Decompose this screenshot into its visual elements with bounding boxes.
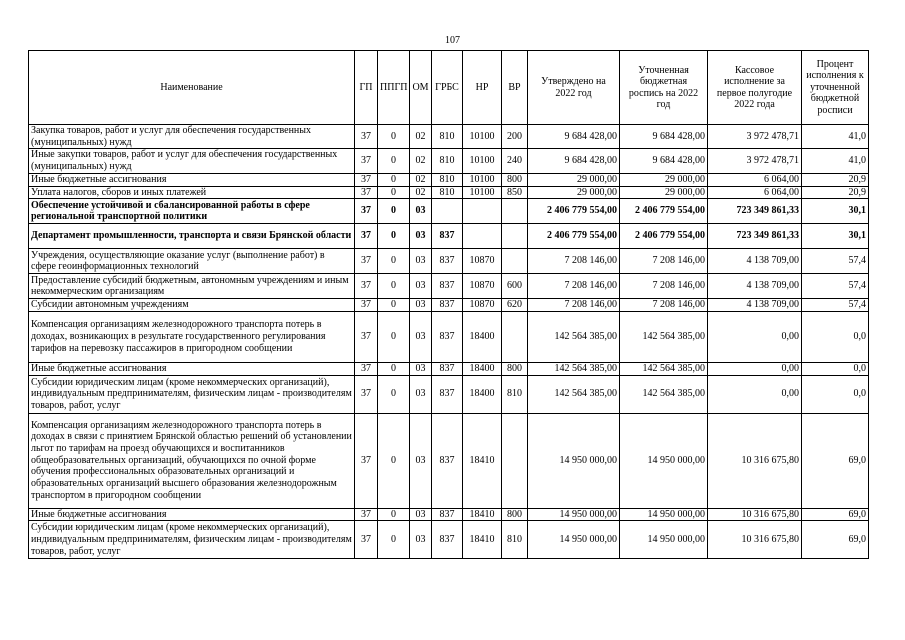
row-gp-cell: 37	[355, 362, 378, 375]
row-om-cell: 02	[410, 186, 432, 199]
row-grbs-cell: 837	[432, 508, 463, 521]
row-name-cell: Субсидии юридическим лицам (кроме некоммерческих организаций), индивидуальным предпринимателям, физическим лицам - производителям товаров, работ, услуг	[29, 375, 355, 413]
header-np: НР	[463, 51, 502, 125]
row-approved-cell: 7 208 146,00	[528, 249, 620, 274]
header-approved: Утверждено на 2022 год	[528, 51, 620, 125]
row-gp-cell: 37	[355, 508, 378, 521]
row-vr-cell	[502, 199, 528, 224]
row-om-cell: 03	[410, 311, 432, 362]
header-percent: Процент исполнения к уточненной бюджетной росписи	[802, 51, 869, 125]
row-ppgp-cell: 0	[378, 311, 410, 362]
row-refined-cell: 9 684 428,00	[620, 149, 708, 173]
row-approved-cell: 9 684 428,00	[528, 125, 620, 149]
table-row	[29, 173, 869, 186]
row-om-cell: 02	[410, 173, 432, 186]
row-np-cell	[463, 224, 502, 249]
table-row	[29, 224, 869, 249]
row-gp-cell: 37	[355, 149, 378, 173]
header-om: ОМ	[410, 51, 432, 125]
row-ppgp-cell: 0	[378, 249, 410, 274]
row-cash-cell: 4 138 709,00	[708, 249, 802, 274]
row-gp-cell: 37	[355, 521, 378, 559]
row-grbs-cell: 837	[432, 224, 463, 249]
row-vr-cell: 600	[502, 274, 528, 299]
row-cash-cell: 0,00	[708, 362, 802, 375]
table-row	[29, 311, 869, 362]
row-percent-cell: 0,0	[802, 311, 869, 362]
row-name-cell: Департамент промышленности, транспорта и связи Брянской области	[29, 224, 355, 249]
row-ppgp-cell: 0	[378, 375, 410, 413]
row-name-cell: Компенсация организациям железнодорожного транспорта потерь в доходах в связи с принятием Брянской областью решений об установлении льгот по тарифам на проезд обучающихся и воспитанников общеобразовательных организаций, обучающихся по очной форме обучения профессиональных образовательных организаций и образовательных организаций высшего образования железнодорожным транспортом в пригородном сообщении	[29, 413, 355, 508]
row-np-cell: 10100	[463, 173, 502, 186]
table-row	[29, 125, 869, 149]
budget-execution-table	[28, 50, 869, 559]
row-vr-cell: 800	[502, 173, 528, 186]
header-grbs: ГРБС	[432, 51, 463, 125]
row-refined-cell: 2 406 779 554,00	[620, 224, 708, 249]
row-np-cell: 10870	[463, 274, 502, 299]
row-approved-cell: 14 950 000,00	[528, 508, 620, 521]
row-cash-cell: 0,00	[708, 375, 802, 413]
header-cash: Кассовое исполнение за первое полугодие 2022 года	[708, 51, 802, 125]
row-gp-cell: 37	[355, 125, 378, 149]
row-name-cell: Уплата налогов, сборов и иных платежей	[29, 186, 355, 199]
table-row	[29, 375, 869, 413]
row-ppgp-cell: 0	[378, 186, 410, 199]
row-percent-cell: 69,0	[802, 508, 869, 521]
row-refined-cell: 2 406 779 554,00	[620, 199, 708, 224]
row-np-cell: 10870	[463, 299, 502, 312]
table-row	[29, 249, 869, 274]
row-np-cell: 18400	[463, 362, 502, 375]
row-vr-cell	[502, 249, 528, 274]
row-om-cell: 03	[410, 521, 432, 559]
row-grbs-cell: 810	[432, 149, 463, 173]
row-approved-cell: 142 564 385,00	[528, 375, 620, 413]
row-approved-cell: 7 208 146,00	[528, 274, 620, 299]
row-ppgp-cell: 0	[378, 362, 410, 375]
row-vr-cell: 800	[502, 508, 528, 521]
row-approved-cell: 2 406 779 554,00	[528, 199, 620, 224]
table-header-row	[29, 51, 869, 125]
row-np-cell: 18400	[463, 311, 502, 362]
row-ppgp-cell: 0	[378, 274, 410, 299]
row-cash-cell: 0,00	[708, 311, 802, 362]
row-ppgp-cell: 0	[378, 413, 410, 508]
row-gp-cell: 37	[355, 311, 378, 362]
row-cash-cell: 723 349 861,33	[708, 224, 802, 249]
table-row	[29, 186, 869, 199]
table-row	[29, 274, 869, 299]
row-gp-cell: 37	[355, 299, 378, 312]
row-gp-cell: 37	[355, 413, 378, 508]
row-vr-cell	[502, 413, 528, 508]
row-np-cell: 10100	[463, 186, 502, 199]
row-vr-cell: 810	[502, 521, 528, 559]
row-refined-cell: 7 208 146,00	[620, 274, 708, 299]
row-np-cell: 10100	[463, 125, 502, 149]
row-grbs-cell: 837	[432, 413, 463, 508]
row-grbs-cell: 837	[432, 249, 463, 274]
table-row	[29, 508, 869, 521]
row-om-cell: 03	[410, 299, 432, 312]
row-refined-cell: 29 000,00	[620, 173, 708, 186]
row-om-cell: 03	[410, 274, 432, 299]
row-name-cell: Иные закупки товаров, работ и услуг для обеспечения государственных (муниципальных) нужд	[29, 149, 355, 173]
row-np-cell	[463, 199, 502, 224]
row-cash-cell: 6 064,00	[708, 186, 802, 199]
header-name: Наименование	[29, 51, 355, 125]
row-gp-cell: 37	[355, 186, 378, 199]
row-percent-cell: 57,4	[802, 299, 869, 312]
row-vr-cell: 240	[502, 149, 528, 173]
row-ppgp-cell: 0	[378, 508, 410, 521]
row-grbs-cell: 837	[432, 311, 463, 362]
row-om-cell: 03	[410, 199, 432, 224]
row-refined-cell: 14 950 000,00	[620, 521, 708, 559]
row-name-cell: Иные бюджетные ассигнования	[29, 362, 355, 375]
row-vr-cell: 200	[502, 125, 528, 149]
row-vr-cell: 810	[502, 375, 528, 413]
row-cash-cell: 3 972 478,71	[708, 149, 802, 173]
row-grbs-cell: 810	[432, 186, 463, 199]
table-row	[29, 362, 869, 375]
row-vr-cell: 850	[502, 186, 528, 199]
row-gp-cell: 37	[355, 199, 378, 224]
row-name-cell: Субсидии юридическим лицам (кроме некоммерческих организаций), индивидуальным предпринимателям, физическим лицам - производителям товаров, работ, услуг	[29, 521, 355, 559]
table-body	[29, 125, 869, 559]
row-percent-cell: 20,9	[802, 173, 869, 186]
row-vr-cell	[502, 224, 528, 249]
row-percent-cell: 41,0	[802, 125, 869, 149]
row-approved-cell: 29 000,00	[528, 186, 620, 199]
row-percent-cell: 69,0	[802, 521, 869, 559]
row-np-cell: 18410	[463, 508, 502, 521]
row-approved-cell: 2 406 779 554,00	[528, 224, 620, 249]
row-cash-cell: 723 349 861,33	[708, 199, 802, 224]
row-vr-cell	[502, 311, 528, 362]
table-row	[29, 413, 869, 508]
row-percent-cell: 41,0	[802, 149, 869, 173]
row-om-cell: 03	[410, 362, 432, 375]
row-ppgp-cell: 0	[378, 173, 410, 186]
row-name-cell: Иные бюджетные ассигнования	[29, 173, 355, 186]
row-approved-cell: 142 564 385,00	[528, 311, 620, 362]
row-np-cell: 18410	[463, 521, 502, 559]
row-gp-cell: 37	[355, 224, 378, 249]
row-grbs-cell: 837	[432, 274, 463, 299]
row-vr-cell: 620	[502, 299, 528, 312]
row-refined-cell: 7 208 146,00	[620, 299, 708, 312]
row-ppgp-cell: 0	[378, 299, 410, 312]
row-grbs-cell: 810	[432, 173, 463, 186]
row-percent-cell: 20,9	[802, 186, 869, 199]
row-om-cell: 03	[410, 249, 432, 274]
row-refined-cell: 14 950 000,00	[620, 508, 708, 521]
row-gp-cell: 37	[355, 375, 378, 413]
header-ppgp: ППГП	[378, 51, 410, 125]
row-gp-cell: 37	[355, 249, 378, 274]
table-row	[29, 299, 869, 312]
row-np-cell: 18410	[463, 413, 502, 508]
row-approved-cell: 29 000,00	[528, 173, 620, 186]
row-np-cell: 10870	[463, 249, 502, 274]
row-om-cell: 03	[410, 413, 432, 508]
row-percent-cell: 0,0	[802, 375, 869, 413]
row-grbs-cell	[432, 199, 463, 224]
row-percent-cell: 30,1	[802, 224, 869, 249]
row-name-cell: Иные бюджетные ассигнования	[29, 508, 355, 521]
row-cash-cell: 6 064,00	[708, 173, 802, 186]
row-ppgp-cell: 0	[378, 521, 410, 559]
row-ppgp-cell: 0	[378, 149, 410, 173]
row-om-cell: 03	[410, 508, 432, 521]
row-approved-cell: 14 950 000,00	[528, 413, 620, 508]
row-vr-cell: 800	[502, 362, 528, 375]
row-refined-cell: 7 208 146,00	[620, 249, 708, 274]
row-cash-cell: 10 316 675,80	[708, 521, 802, 559]
row-ppgp-cell: 0	[378, 224, 410, 249]
table-row	[29, 521, 869, 559]
row-percent-cell: 30,1	[802, 199, 869, 224]
row-approved-cell: 14 950 000,00	[528, 521, 620, 559]
row-cash-cell: 10 316 675,80	[708, 413, 802, 508]
table-row	[29, 199, 869, 224]
page-number: 107	[445, 35, 460, 46]
row-om-cell: 03	[410, 375, 432, 413]
row-cash-cell: 3 972 478,71	[708, 125, 802, 149]
row-percent-cell: 57,4	[802, 249, 869, 274]
row-percent-cell: 0,0	[802, 362, 869, 375]
row-name-cell: Закупка товаров, работ и услуг для обеспечения государственных (муниципальных) нужд	[29, 125, 355, 149]
row-name-cell: Компенсация организациям железнодорожного транспорта потерь в доходах, возникающих в результате государственного регулирования тарифов на перевозку пассажиров в пригородном сообщении	[29, 311, 355, 362]
header-vr: ВР	[502, 51, 528, 125]
row-cash-cell: 4 138 709,00	[708, 274, 802, 299]
row-np-cell: 10100	[463, 149, 502, 173]
row-ppgp-cell: 0	[378, 125, 410, 149]
row-approved-cell: 7 208 146,00	[528, 299, 620, 312]
row-refined-cell: 142 564 385,00	[620, 375, 708, 413]
header-gp: ГП	[355, 51, 378, 125]
row-om-cell: 03	[410, 224, 432, 249]
row-approved-cell: 142 564 385,00	[528, 362, 620, 375]
row-grbs-cell: 837	[432, 521, 463, 559]
row-cash-cell: 4 138 709,00	[708, 299, 802, 312]
row-refined-cell: 14 950 000,00	[620, 413, 708, 508]
row-grbs-cell: 837	[432, 362, 463, 375]
row-om-cell: 02	[410, 149, 432, 173]
row-ppgp-cell: 0	[378, 199, 410, 224]
row-name-cell: Субсидии автономным учреждениям	[29, 299, 355, 312]
row-percent-cell: 57,4	[802, 274, 869, 299]
row-gp-cell: 37	[355, 274, 378, 299]
row-refined-cell: 29 000,00	[620, 186, 708, 199]
row-gp-cell: 37	[355, 173, 378, 186]
row-refined-cell: 142 564 385,00	[620, 311, 708, 362]
row-name-cell: Обеспечение устойчивой и сбалансированной работы в сфере региональной транспортной политики	[29, 199, 355, 224]
table-row	[29, 149, 869, 173]
row-grbs-cell: 837	[432, 375, 463, 413]
row-cash-cell: 10 316 675,80	[708, 508, 802, 521]
row-refined-cell: 9 684 428,00	[620, 125, 708, 149]
row-grbs-cell: 810	[432, 125, 463, 149]
row-percent-cell: 69,0	[802, 413, 869, 508]
row-om-cell: 02	[410, 125, 432, 149]
row-name-cell: Учреждения, осуществляющие оказание услуг (выполнение работ) в сфере геоинформационных технологий	[29, 249, 355, 274]
row-refined-cell: 142 564 385,00	[620, 362, 708, 375]
row-name-cell: Предоставление субсидий бюджетным, автономным учреждениям и иным некоммерческим организациям	[29, 274, 355, 299]
row-np-cell: 18400	[463, 375, 502, 413]
row-grbs-cell: 837	[432, 299, 463, 312]
header-refined: Уточненная бюджетная роспись на 2022 год	[620, 51, 708, 125]
row-approved-cell: 9 684 428,00	[528, 149, 620, 173]
